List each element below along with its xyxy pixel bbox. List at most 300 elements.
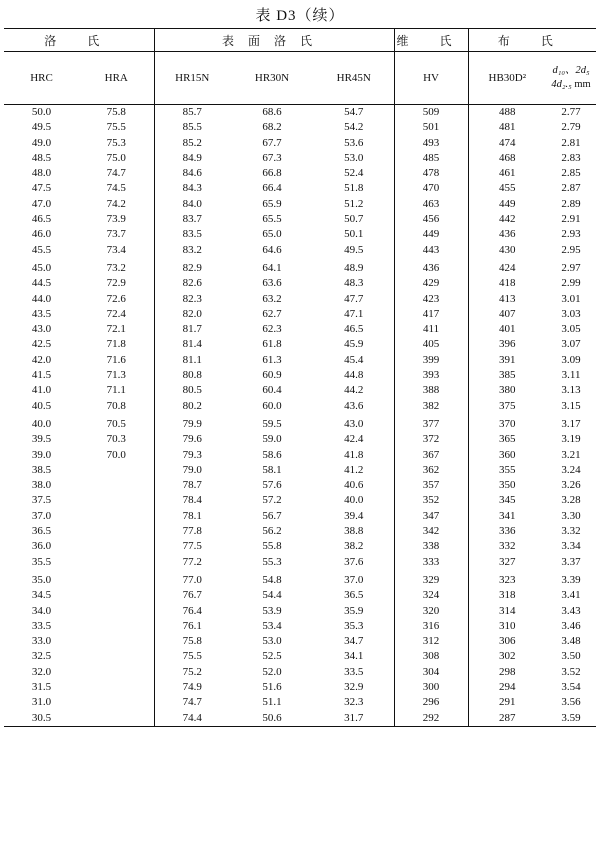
table-cell: 50.1 [344,228,364,241]
table-cell [79,478,154,493]
table-row [4,619,596,634]
table-cell: 355 [468,463,546,478]
table-cell: 401 [468,322,546,337]
table-cell: 388 [394,383,468,398]
table-cell: 78.4 [154,493,230,508]
table-cell: 31.5 [31,680,52,693]
table-cell: 51.8 [344,182,364,195]
table-cell: 30.5 [4,711,79,727]
table-cell: 41.8 [344,448,364,461]
table-cell: 41.2 [344,463,364,476]
table-cell: 318 [468,588,546,603]
table-cell: 53.4 [262,619,282,632]
table-cell [79,711,154,727]
table-cell: 67.7 [262,136,282,149]
table-cell: 34.1 [344,650,364,663]
table-body [4,105,596,727]
hardness-conversion-table [4,28,596,727]
table-cell: 44.8 [344,369,364,382]
table-cell [79,680,154,695]
table-cell: 377 [394,414,468,432]
table-cell: 65.5 [262,213,282,226]
table-row [4,414,596,432]
table-cell: 57.6 [262,479,282,492]
table-cell: 75.3 [106,136,126,149]
table-cell: 53.9 [262,604,282,617]
table-cell: 2.83 [561,151,581,164]
table-cell: 413 [468,292,546,307]
table-cell: 76.4 [154,604,230,619]
table-cell: 53.0 [344,151,364,164]
table-cell: 47.1 [344,307,364,320]
table-cell: 72.9 [106,277,126,290]
table-cell: 436 [394,258,468,276]
table-cell: 3.48 [561,635,581,648]
table-cell: 37.6 [344,555,364,568]
table-cell: 470 [394,181,468,196]
table-cell: 320 [394,604,468,619]
table-cell: 380 [468,383,546,398]
table-cell: 47.0 [31,197,52,210]
table-cell: 35.0 [31,573,52,586]
table-cell: 411 [394,322,468,337]
table-cell: 52.0 [262,665,282,678]
group-rockwell: 洛 氏 [4,29,154,52]
table-cell: 3.21 [561,448,581,461]
table-cell: 501 [394,120,468,135]
table-cell: 49.5 [344,243,364,256]
table-cell: 485 [394,151,468,166]
table-cell: 31.7 [314,711,394,727]
table-row [4,120,596,135]
table-cell: 3.50 [561,650,581,663]
table-cell: 449 [468,197,546,212]
table-title: 表 D3（续） [255,8,345,24]
table-cell: 75.5 [106,121,126,134]
table-cell: 41.5 [31,369,52,382]
table-row [4,399,596,414]
table-cell: 51.6 [262,680,282,693]
table-cell: 75.2 [154,665,230,680]
table-cell: 391 [468,353,546,368]
table-cell: 3.01 [561,292,581,305]
table-cell: 424 [468,258,546,276]
table-cell: 46.5 [344,323,364,336]
table-row [4,243,596,258]
table-cell: 84.6 [154,166,230,181]
table-cell: 365 [468,432,546,447]
table-cell [79,493,154,508]
table-cell: 48.0 [31,167,52,180]
table-cell: 80.2 [154,399,230,414]
table-cell: 70.8 [106,399,126,412]
table-cell: 298 [468,665,546,680]
table-cell: 82.0 [154,307,230,322]
table-cell: 336 [468,524,546,539]
table-cell: 316 [394,619,468,634]
group-brinell: 布 氏 [468,29,596,52]
table-cell: 42.4 [344,433,364,446]
table-cell: 62.3 [262,323,282,336]
table-cell: 455 [468,181,546,196]
table-cell: 461 [468,166,546,181]
table-cell: 32.3 [344,696,364,709]
table-cell: 73.9 [106,213,126,226]
table-cell: 85.7 [154,105,230,121]
table-cell: 393 [394,368,468,383]
table-cell: 49.0 [31,136,52,149]
table-row [4,227,596,242]
table-cell: 2.81 [561,136,581,149]
table-cell: 36.5 [344,589,364,602]
table-row [4,307,596,322]
table-cell: 52.5 [262,650,282,663]
table-cell: 3.56 [561,696,581,709]
table-row [4,448,596,463]
table-cell: 76.7 [154,588,230,603]
table-cell: 31.0 [31,696,52,709]
table-cell: 341 [468,509,546,524]
table-cell: 35.5 [31,555,52,568]
col-hra: HRA [79,52,154,105]
table-cell [79,695,154,710]
table-cell: 430 [468,243,546,258]
table-cell: 34.0 [31,604,52,617]
table-cell: 3.15 [561,399,581,412]
table-cell: 45.9 [344,338,364,351]
table-cell: 75.5 [154,649,230,664]
indent-diameter-unit: mm [574,79,591,90]
table-cell: 64.1 [262,261,282,274]
table-cell: 78.7 [154,478,230,493]
table-cell: 3.54 [561,680,581,693]
table-cell: 40.0 [31,417,52,430]
table-cell: 79.0 [154,463,230,478]
table-cell: 396 [468,337,546,352]
table-row [4,555,596,570]
col-hr45n: HR45N [314,52,394,105]
table-cell: 37.0 [31,509,52,522]
table-cell: 357 [394,478,468,493]
table-cell: 405 [394,337,468,352]
table-cell: 71.8 [106,338,126,351]
table-cell: 79.6 [154,432,230,447]
table-cell: 39.5 [31,433,52,446]
table-cell: 47.5 [31,182,52,195]
table-cell: 79.9 [154,414,230,432]
table-cell: 338 [394,539,468,554]
table-row [4,322,596,337]
table-cell: 478 [394,166,468,181]
table-cell: 417 [394,307,468,322]
table-cell: 71.3 [106,369,126,382]
table-cell: 55.8 [262,540,282,553]
table-cell: 77.5 [154,539,230,554]
table-cell: 2.89 [561,197,581,210]
table-cell: 3.52 [561,665,581,678]
table-cell: 47.7 [344,292,364,305]
table-cell: 304 [394,665,468,680]
table-cell: 2.87 [561,182,581,195]
table-cell: 37.0 [344,573,364,586]
table-row [4,478,596,493]
table-cell: 84.9 [154,151,230,166]
table-cell [79,555,154,570]
table-cell: 53.0 [262,635,282,648]
table-cell: 287 [468,711,546,727]
table-row [4,509,596,524]
table-cell: 35.9 [344,604,364,617]
table-cell: 71.1 [106,384,126,397]
table-cell: 300 [394,680,468,695]
table-cell: 48.3 [344,277,364,290]
table-cell: 38.2 [344,540,364,553]
table-cell [79,524,154,539]
table-cell: 68.2 [262,121,282,134]
table-cell: 3.43 [561,604,581,617]
table-cell: 38.0 [31,479,52,492]
table-cell: 60.0 [262,399,282,412]
table-cell: 399 [394,353,468,368]
table-cell: 61.3 [262,353,282,366]
table-cell: 50.6 [230,711,314,727]
table-cell: 375 [468,399,546,414]
table-cell: 360 [468,448,546,463]
table-cell: 77.2 [154,555,230,570]
col-hrc: HRC [4,52,79,105]
table-cell: 74.7 [106,167,126,180]
table-cell: 3.13 [561,384,581,397]
table-cell: 37.5 [31,494,52,507]
table-cell: 53.6 [344,136,364,149]
table-cell: 45.5 [31,243,52,256]
table-cell: 342 [394,524,468,539]
table-cell: 78.1 [154,509,230,524]
table-cell: 385 [468,368,546,383]
table-row [4,588,596,603]
table-cell: 429 [394,276,468,291]
table-cell: 60.4 [262,384,282,397]
table-row [4,432,596,447]
table-cell: 3.34 [561,540,581,553]
table-cell: 372 [394,432,468,447]
group-header-row [4,29,596,52]
table-cell: 80.5 [154,383,230,398]
table-cell [79,604,154,619]
table-cell: 82.3 [154,292,230,307]
table-cell: 436 [468,227,546,242]
table-row [4,463,596,478]
table-cell: 75.0 [106,151,126,164]
table-cell: 67.3 [262,151,282,164]
table-cell: 74.5 [106,182,126,195]
table-cell: 2.97 [561,261,581,274]
table-row [4,493,596,508]
table-cell: 43.0 [344,417,364,430]
table-cell: 49.5 [31,121,52,134]
table-cell: 2.91 [561,213,581,226]
table-cell: 85.5 [154,120,230,135]
table-row [4,181,596,196]
table-cell: 63.2 [262,292,282,305]
table-cell: 352 [394,493,468,508]
table-row [4,524,596,539]
table-cell: 58.1 [262,463,282,476]
table-cell: 81.4 [154,337,230,352]
table-cell: 33.5 [31,619,52,632]
table-cell [79,665,154,680]
table-cell: 3.24 [561,463,581,476]
table-row [4,353,596,368]
table-cell: 493 [394,136,468,151]
table-row [4,680,596,695]
table-cell: 312 [394,634,468,649]
table-cell: 474 [468,136,546,151]
table-cell [79,570,154,588]
table-cell: 44.5 [31,277,52,290]
table-cell: 418 [468,276,546,291]
table-cell: 3.19 [561,433,581,446]
col-hr30n: HR30N [230,52,314,105]
table-cell: 423 [394,292,468,307]
table-cell: 82.9 [154,258,230,276]
group-surface-rockwell: 表面洛氏 [154,29,394,52]
table-cell: 370 [468,414,546,432]
table-cell: 54.4 [262,589,282,602]
table-cell: 3.26 [561,479,581,492]
table-cell: 308 [394,649,468,664]
table-cell: 442 [468,212,546,227]
table-cell: 449 [394,227,468,242]
indent-diameter-header [546,64,596,92]
table-cell: 310 [468,619,546,634]
table-cell: 302 [468,649,546,664]
table-cell: 509 [394,105,468,121]
table-row [4,570,596,588]
table-row [4,258,596,276]
table-row [4,212,596,227]
table-cell: 3.05 [561,323,581,336]
table-cell: 43.5 [31,307,52,320]
table-cell: 43.0 [31,323,52,336]
table-cell: 61.8 [262,338,282,351]
table-cell: 463 [394,197,468,212]
table-row [4,292,596,307]
table-cell: 34.7 [344,635,364,648]
table-cell: 77.0 [154,570,230,588]
table-row [4,539,596,554]
table-cell: 38.8 [344,525,364,538]
table-cell: 2.77 [561,106,581,118]
table-cell [79,539,154,554]
table-cell: 71.6 [106,353,126,366]
table-cell: 73.7 [106,228,126,241]
table-cell: 44.2 [344,384,364,397]
table-cell: 83.5 [154,227,230,242]
table-cell: 51.1 [262,696,282,709]
table-cell: 77.8 [154,524,230,539]
table-cell: 63.6 [262,277,282,290]
table-cell: 48.9 [344,261,364,274]
table-cell [79,634,154,649]
table-row [4,337,596,352]
table-cell: 44.0 [31,292,52,305]
table-row [4,649,596,664]
table-row [4,197,596,212]
table-cell: 345 [468,493,546,508]
table-cell: 2.95 [561,243,581,256]
table-cell: 55.3 [262,555,282,568]
table-row [4,136,596,151]
table-cell: 56.2 [262,525,282,538]
table-row [4,604,596,619]
table-cell: 40.0 [344,494,364,507]
table-cell: 74.2 [106,197,126,210]
table-cell: 34.5 [31,589,52,602]
table-cell: 33.0 [31,635,52,648]
table-cell: 79.3 [154,448,230,463]
table-row [4,711,596,727]
table-cell: 73.4 [106,243,126,256]
table-cell: 481 [468,120,546,135]
table-cell: 2.79 [561,121,581,134]
table-cell: 36.5 [31,525,52,538]
table-cell: 80.8 [154,368,230,383]
table-cell: 43.6 [344,399,364,412]
table-cell: 40.6 [344,479,364,492]
table-row [4,368,596,383]
column-header-row [4,52,596,105]
table-cell: 407 [468,307,546,322]
table-cell: 329 [394,570,468,588]
table-cell: 3.46 [561,619,581,632]
table-cell: 62.7 [262,307,282,320]
table-row [4,665,596,680]
table-cell: 75.8 [106,106,126,118]
table-cell: 74.4 [154,711,230,727]
table-cell: 314 [468,604,546,619]
table-cell: 68.6 [262,106,282,118]
table-cell: 36.0 [31,540,52,553]
indent-diameter-line1: d₁₀、2d₅ [552,65,590,76]
table-cell: 66.4 [262,182,282,195]
table-cell: 82.6 [154,276,230,291]
table-cell: 332 [468,539,546,554]
col-hb30d2: HB30D² [468,52,546,105]
table-cell: 367 [394,448,468,463]
table-cell: 3.03 [561,307,581,320]
indent-diameter-line2: 4d₂.₅ [551,79,572,90]
table-cell: 59.5 [262,417,282,430]
table-cell: 38.5 [31,463,52,476]
table-row [4,276,596,291]
table-cell: 50.7 [344,213,364,226]
table-cell: 291 [468,695,546,710]
table-cell: 54.2 [344,121,364,134]
table-cell: 60.9 [262,369,282,382]
table-cell: 72.1 [106,323,126,336]
table-cell: 350 [468,478,546,493]
table-cell: 324 [394,588,468,603]
table-cell: 70.5 [106,417,126,430]
table-cell: 57.2 [262,494,282,507]
col-indent-diameter [546,52,596,105]
col-hr15n: HR15N [154,52,230,105]
table-cell: 323 [468,570,546,588]
table-cell: 32.0 [31,665,52,678]
table-cell: 32.9 [344,680,364,693]
table-cell: 294 [468,680,546,695]
